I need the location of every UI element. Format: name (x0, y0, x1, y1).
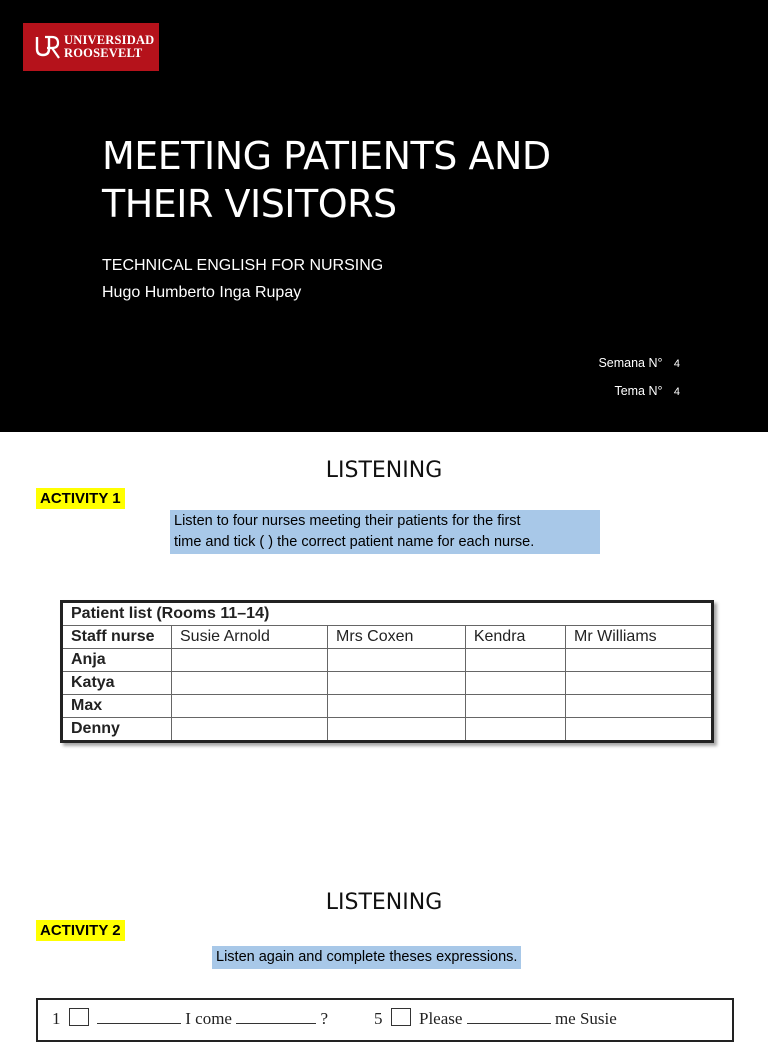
expressions-exercise (36, 998, 734, 1042)
blank-line[interactable] (467, 1013, 551, 1024)
table-row (62, 695, 713, 718)
university-logo (23, 23, 159, 71)
semana-value: 4 (673, 358, 680, 370)
tema-label: Tema N° (614, 384, 663, 398)
tick-cell[interactable] (566, 672, 713, 695)
tick-cell[interactable] (566, 649, 713, 672)
activity-label: ACTIVITY 1 (36, 488, 125, 509)
title-slide (0, 0, 768, 432)
staff-nurse-header: Staff nurse (62, 626, 172, 649)
slide-subtitle (102, 252, 383, 306)
tick-cell[interactable] (465, 695, 565, 718)
tick-cell[interactable] (172, 718, 328, 742)
instruction-box (170, 510, 600, 554)
tema-row (598, 378, 680, 406)
exercise-item-1 (52, 1008, 328, 1029)
course-name: TECHNICAL ENGLISH FOR NURSING (102, 257, 384, 274)
title-line1: MEETING PATIENTS AND (102, 134, 551, 178)
table-header-row (62, 626, 713, 649)
item-text: I come (185, 1009, 232, 1028)
logo-wordmark (64, 34, 154, 60)
checkbox[interactable] (391, 1008, 411, 1026)
tick-cell[interactable] (566, 695, 713, 718)
activity1-slide (0, 432, 768, 864)
nurse-name: Max (62, 695, 172, 718)
title-line2: THEIR VISITORS (102, 182, 397, 226)
nurse-name: Anja (62, 649, 172, 672)
tema-value: 4 (673, 386, 680, 398)
tick-cell[interactable] (328, 649, 466, 672)
nurse-name: Katya (62, 672, 172, 695)
tick-cell[interactable] (465, 718, 565, 742)
nurse-name: Denny (62, 718, 172, 742)
tick-cell[interactable] (328, 718, 466, 742)
table-row (62, 718, 713, 742)
tick-cell[interactable] (172, 649, 328, 672)
instruction-box: Listen again and complete theses expressions. (212, 946, 521, 969)
author-name: Hugo Humberto Inga Rupay (102, 284, 302, 301)
patient-list-table (60, 600, 714, 743)
patient-header: Kendra (465, 626, 565, 649)
table-row (62, 649, 713, 672)
item-text: Please (419, 1009, 463, 1028)
logo-line1: UNIVERSIDAD (64, 33, 155, 47)
patient-header: Susie Arnold (172, 626, 328, 649)
tick-cell[interactable] (172, 672, 328, 695)
week-info (598, 350, 680, 406)
table-caption-row (62, 602, 713, 626)
item-end-text: me Susie (554, 1009, 617, 1028)
item-question-mark: ? (320, 1009, 329, 1028)
ur-monogram-icon (34, 32, 60, 62)
semana-row (598, 350, 680, 378)
tick-cell[interactable] (328, 672, 466, 695)
tick-cell[interactable] (172, 695, 328, 718)
tick-cell[interactable] (328, 695, 466, 718)
item-number: 5 (374, 1009, 383, 1028)
tick-cell[interactable] (465, 649, 565, 672)
item-number: 1 (52, 1009, 61, 1028)
activity2-slide (0, 864, 768, 1028)
slide-title (102, 132, 551, 228)
instruction-line1: Listen to four nurses meeting their patients for the first (174, 513, 521, 529)
exercise-item-5 (374, 1008, 617, 1029)
patient-header: Mrs Coxen (328, 626, 466, 649)
blank-line[interactable] (97, 1013, 181, 1024)
activity-label: ACTIVITY 2 (36, 920, 125, 941)
instruction-line2: time and tick ( ) the correct patient name for each nurse. (174, 534, 535, 550)
tick-cell[interactable] (465, 672, 565, 695)
table-caption: Patient list (Rooms 11–14) (62, 602, 713, 626)
logo-line2: ROOSEVELT (64, 46, 143, 60)
listening-heading: LISTENING (325, 458, 443, 483)
table-row (62, 672, 713, 695)
tick-cell[interactable] (566, 718, 713, 742)
patient-header: Mr Williams (566, 626, 713, 649)
blank-line[interactable] (236, 1013, 316, 1024)
checkbox[interactable] (69, 1008, 89, 1026)
listening-heading: LISTENING (325, 890, 443, 915)
semana-label: Semana N° (598, 356, 663, 370)
